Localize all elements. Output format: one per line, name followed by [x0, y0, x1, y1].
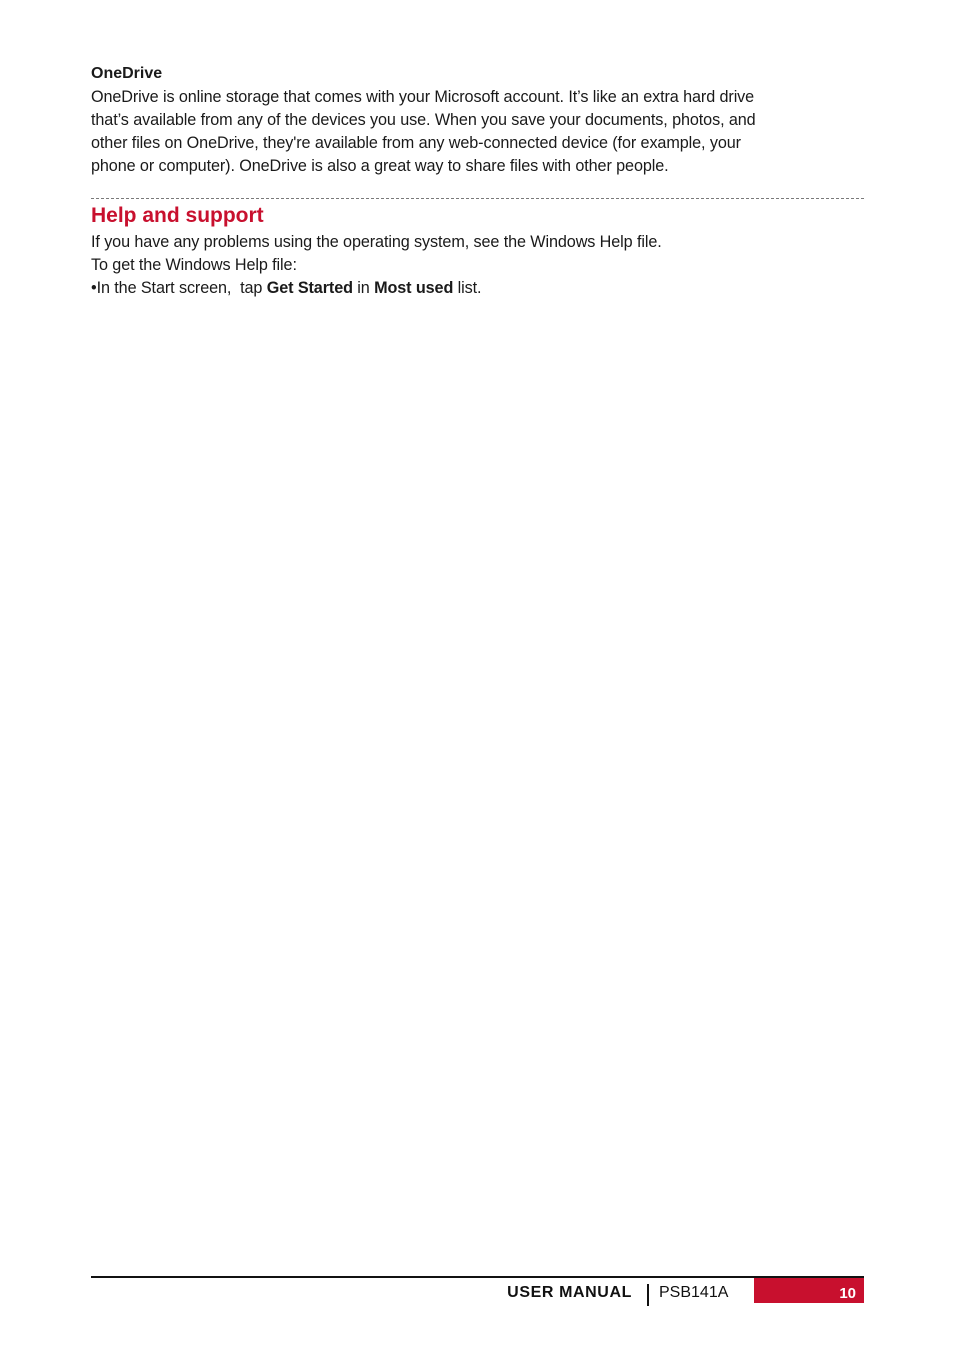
help-bullet-mid: in [352, 279, 375, 297]
help-line-2: To get the Windows Help file: [91, 256, 297, 274]
help-bullet-suffix: list. [453, 279, 482, 297]
onedrive-line-4: phone or computer). OneDrive is also a great way to share files with other people. [91, 157, 669, 175]
help-bullet-most-used: Most used [374, 279, 454, 297]
help-line-1: If you have any problems using the operating system, see the Windows Help file. [91, 233, 662, 251]
onedrive-section [91, 62, 864, 178]
onedrive-heading: OneDrive [91, 65, 163, 82]
help-bullet-get-started: Get Started [266, 279, 353, 297]
page-footer [91, 1278, 864, 1304]
footer-separator [647, 1284, 649, 1306]
onedrive-line-1: OneDrive is online storage that comes with your Microsoft account. It’s like an extra hard drive [91, 88, 755, 106]
footer-model: PSB141A [659, 1284, 729, 1301]
help-heading: Help and support [91, 204, 264, 227]
page-number: 10 [839, 1285, 856, 1302]
footer-title: USER MANUAL [507, 1284, 632, 1301]
onedrive-line-2: that’s available from any of the devices you use. When you save your documents, photos, and [91, 111, 756, 129]
help-bullet-prefix: •In the Start screen, tap [91, 279, 267, 297]
page-content [91, 62, 864, 300]
page-number-badge [754, 1278, 864, 1303]
section-divider [91, 198, 864, 199]
help-section [91, 201, 864, 300]
help-bullet [91, 277, 864, 300]
onedrive-line-3: other files on OneDrive, they're available from any web-connected device (for example, your [91, 134, 741, 152]
